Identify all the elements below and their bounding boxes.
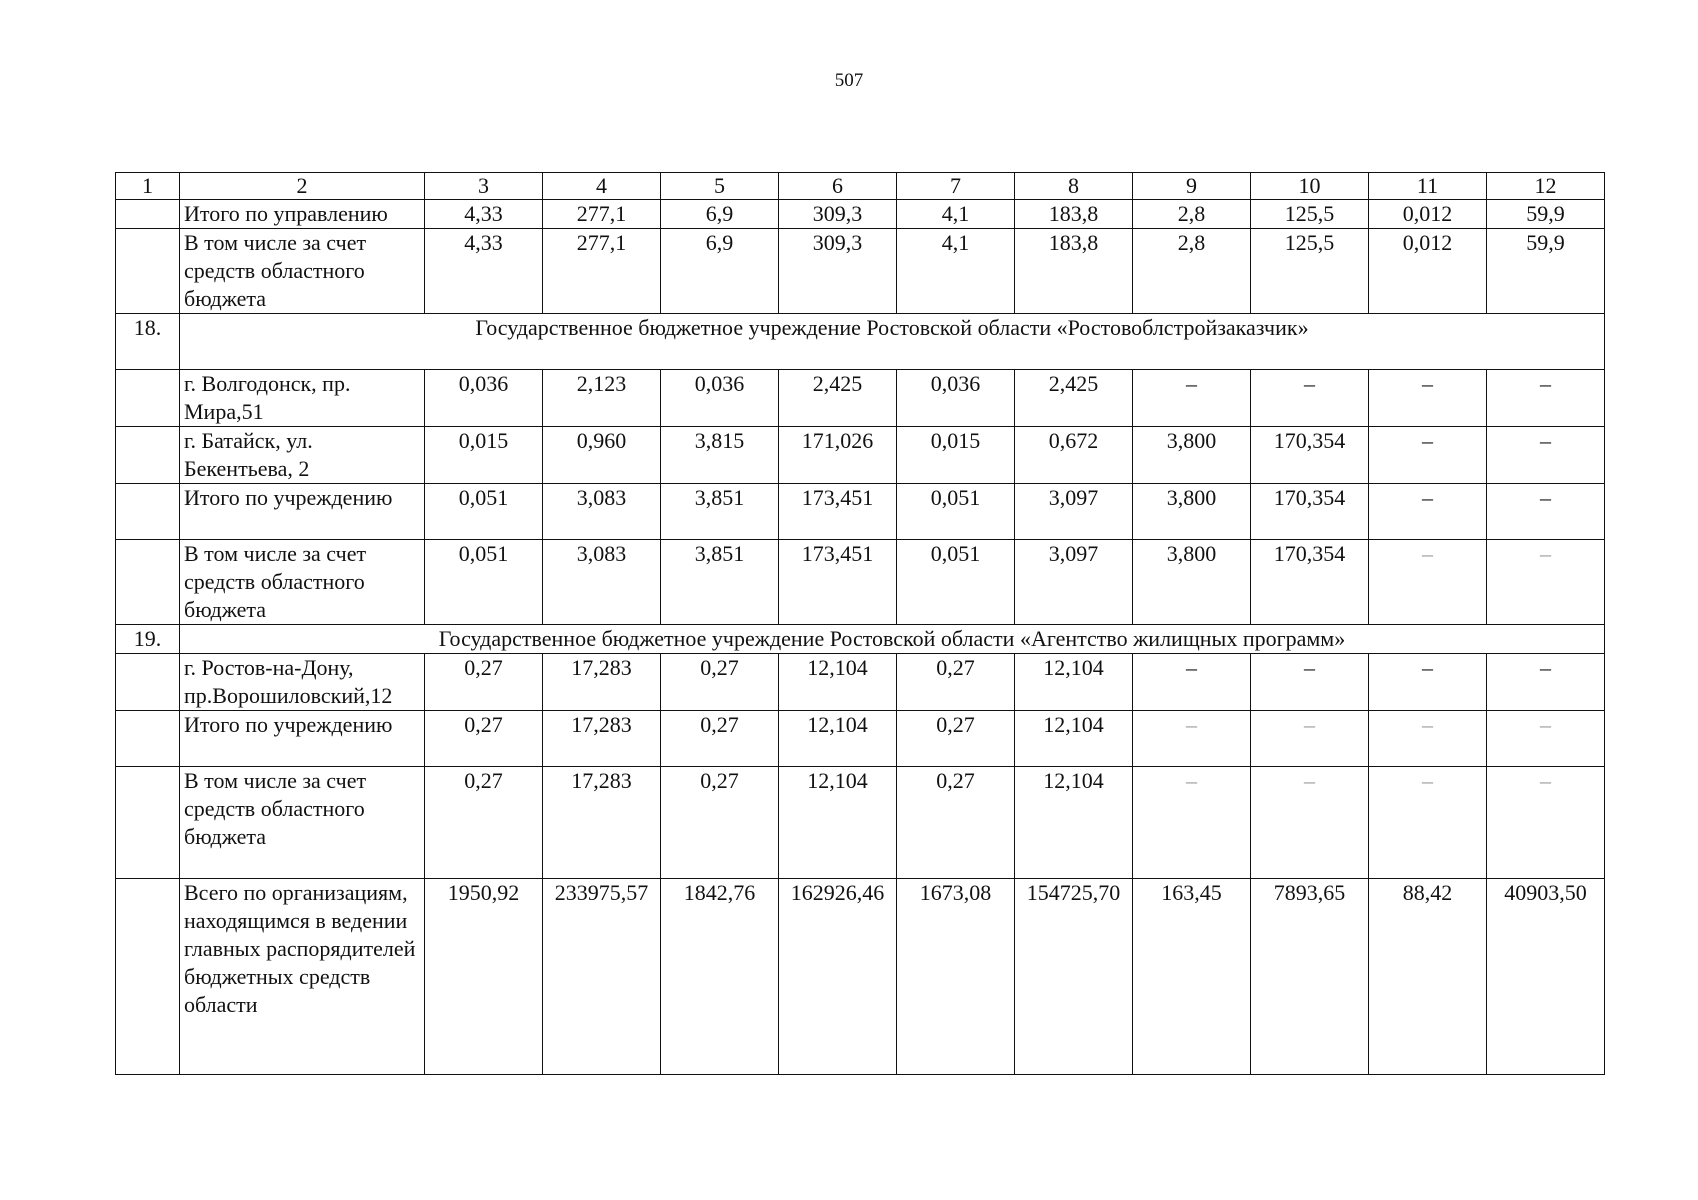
value-cell: 0,27	[425, 767, 543, 879]
value-cell: 12,104	[1015, 654, 1133, 711]
value-cell: 88,42	[1369, 879, 1487, 1075]
column-number: 6	[779, 173, 897, 200]
column-number: 5	[661, 173, 779, 200]
value-cell: 0,27	[425, 654, 543, 711]
value-cell: 0,27	[661, 767, 779, 879]
value-cell: 1842,76	[661, 879, 779, 1075]
value-cell: –	[1487, 540, 1605, 625]
row-label: г. Волгодонск, пр. Мира,51	[180, 370, 425, 427]
value-cell: 0,051	[425, 484, 543, 540]
column-number: 1	[116, 173, 180, 200]
value-cell: 125,5	[1251, 200, 1369, 229]
value-cell: 163,45	[1133, 879, 1251, 1075]
value-cell: –	[1251, 654, 1369, 711]
row-label: г. Батайск, ул. Бекентьева, 2	[180, 427, 425, 484]
column-number: 12	[1487, 173, 1605, 200]
value-cell: 4,1	[897, 200, 1015, 229]
column-number: 10	[1251, 173, 1369, 200]
value-cell: 0,012	[1369, 229, 1487, 314]
row-label: В том числе за счет средств областного бюджета	[180, 229, 425, 314]
section-title: Государственное бюджетное учреждение Ростовской области «Агентство жилищных программ»	[180, 625, 1605, 654]
value-cell: –	[1369, 767, 1487, 879]
value-cell: 3,851	[661, 484, 779, 540]
page-number: 507	[834, 70, 864, 91]
row-index-cell	[116, 484, 180, 540]
value-cell: 0,015	[425, 427, 543, 484]
row-index-cell	[116, 370, 180, 427]
column-number: 3	[425, 173, 543, 200]
column-number: 9	[1133, 173, 1251, 200]
value-cell: 7893,65	[1251, 879, 1369, 1075]
value-cell: –	[1251, 711, 1369, 767]
value-cell: 3,097	[1015, 484, 1133, 540]
row-label: г. Ростов-на-Дону, пр.Ворошиловский,12	[180, 654, 425, 711]
row-index-cell	[116, 654, 180, 711]
value-cell: 12,104	[779, 711, 897, 767]
column-number: 11	[1369, 173, 1487, 200]
value-cell: 0,015	[897, 427, 1015, 484]
value-cell: 173,451	[779, 484, 897, 540]
table-row	[116, 370, 1605, 427]
table-row	[116, 540, 1605, 625]
row-label: В том числе за счет средств областного бюджета	[180, 767, 425, 879]
value-cell: 3,800	[1133, 484, 1251, 540]
row-label: В том числе за счет средств областного бюджета	[180, 540, 425, 625]
value-cell: 277,1	[543, 229, 661, 314]
table-row	[116, 427, 1605, 484]
value-cell: 0,27	[897, 711, 1015, 767]
table-row	[116, 711, 1605, 767]
value-cell: –	[1487, 654, 1605, 711]
value-cell: 170,354	[1251, 484, 1369, 540]
row-index-cell	[116, 427, 180, 484]
value-cell: 277,1	[543, 200, 661, 229]
value-cell: –	[1251, 370, 1369, 427]
section-row-19	[116, 625, 1605, 654]
row-index-cell	[116, 200, 180, 229]
value-cell: –	[1487, 484, 1605, 540]
value-cell: 12,104	[779, 654, 897, 711]
table-row	[116, 200, 1605, 229]
value-cell: 0,012	[1369, 200, 1487, 229]
value-cell: –	[1487, 711, 1605, 767]
value-cell: 0,27	[425, 711, 543, 767]
value-cell: 59,9	[1487, 229, 1605, 314]
value-cell: 0,672	[1015, 427, 1133, 484]
value-cell: 171,026	[779, 427, 897, 484]
row-index-cell	[116, 540, 180, 625]
value-cell: 2,425	[779, 370, 897, 427]
row-label: Итого по управлению	[180, 200, 425, 229]
value-cell: –	[1369, 370, 1487, 427]
value-cell: –	[1487, 370, 1605, 427]
value-cell: 0,051	[425, 540, 543, 625]
value-cell: 0,051	[897, 540, 1015, 625]
value-cell: 4,1	[897, 229, 1015, 314]
value-cell: 17,283	[543, 711, 661, 767]
value-cell: 0,27	[897, 767, 1015, 879]
table-row	[116, 229, 1605, 314]
value-cell: 12,104	[1015, 711, 1133, 767]
value-cell: 6,9	[661, 200, 779, 229]
column-number-row	[116, 173, 1605, 200]
value-cell: 2,425	[1015, 370, 1133, 427]
value-cell: 4,33	[425, 200, 543, 229]
value-cell: 17,283	[543, 767, 661, 879]
value-cell: –	[1369, 540, 1487, 625]
value-cell: 154725,70	[1015, 879, 1133, 1075]
value-cell: 12,104	[1015, 767, 1133, 879]
value-cell: 1950,92	[425, 879, 543, 1075]
row-index-cell	[116, 229, 180, 314]
value-cell: –	[1251, 767, 1369, 879]
value-cell: 3,815	[661, 427, 779, 484]
value-cell: 0,051	[897, 484, 1015, 540]
value-cell: 3,097	[1015, 540, 1133, 625]
value-cell: –	[1369, 654, 1487, 711]
value-cell: 0,960	[543, 427, 661, 484]
value-cell: 0,27	[661, 711, 779, 767]
row-index-cell	[116, 711, 180, 767]
value-cell: –	[1487, 767, 1605, 879]
value-cell: 2,123	[543, 370, 661, 427]
value-cell: 0,036	[661, 370, 779, 427]
value-cell: –	[1133, 711, 1251, 767]
value-cell: 233975,57	[543, 879, 661, 1075]
budget-table	[115, 172, 1605, 1075]
column-number: 4	[543, 173, 661, 200]
value-cell: 173,451	[779, 540, 897, 625]
value-cell: 3,800	[1133, 427, 1251, 484]
value-cell: 17,283	[543, 654, 661, 711]
value-cell: –	[1133, 370, 1251, 427]
value-cell: 3,083	[543, 484, 661, 540]
row-index-cell	[116, 767, 180, 879]
row-label: Итого по учреждению	[180, 484, 425, 540]
value-cell: 170,354	[1251, 540, 1369, 625]
section-title: Государственное бюджетное учреждение Ростовской области «Ростовоблстройзаказчик»	[180, 314, 1605, 370]
value-cell: 2,8	[1133, 229, 1251, 314]
value-cell: 183,8	[1015, 229, 1133, 314]
value-cell: 12,104	[779, 767, 897, 879]
value-cell: 170,354	[1251, 427, 1369, 484]
value-cell: 2,8	[1133, 200, 1251, 229]
value-cell: 3,851	[661, 540, 779, 625]
value-cell: 125,5	[1251, 229, 1369, 314]
value-cell: –	[1133, 654, 1251, 711]
section-row-18	[116, 314, 1605, 370]
section-index: 18.	[116, 314, 180, 370]
table-row	[116, 767, 1605, 879]
value-cell: 183,8	[1015, 200, 1133, 229]
value-cell: 162926,46	[779, 879, 897, 1075]
table-row	[116, 654, 1605, 711]
value-cell: 6,9	[661, 229, 779, 314]
value-cell: 40903,50	[1487, 879, 1605, 1075]
value-cell: –	[1487, 427, 1605, 484]
value-cell: –	[1369, 484, 1487, 540]
value-cell: 309,3	[779, 200, 897, 229]
value-cell: –	[1369, 711, 1487, 767]
row-label: Всего по организациям, находящимся в ведении главных распорядителей бюджетных средств области	[180, 879, 425, 1075]
value-cell: –	[1133, 767, 1251, 879]
value-cell: 309,3	[779, 229, 897, 314]
value-cell: 3,800	[1133, 540, 1251, 625]
value-cell: 0,036	[897, 370, 1015, 427]
value-cell: 0,27	[897, 654, 1015, 711]
value-cell: 1673,08	[897, 879, 1015, 1075]
value-cell: 0,27	[661, 654, 779, 711]
value-cell: 59,9	[1487, 200, 1605, 229]
column-number: 2	[180, 173, 425, 200]
column-number: 7	[897, 173, 1015, 200]
grand-total-row	[116, 879, 1605, 1075]
value-cell: 0,036	[425, 370, 543, 427]
value-cell: –	[1369, 427, 1487, 484]
value-cell: 4,33	[425, 229, 543, 314]
value-cell: 3,083	[543, 540, 661, 625]
row-label: Итого по учреждению	[180, 711, 425, 767]
section-index: 19.	[116, 625, 180, 654]
column-number: 8	[1015, 173, 1133, 200]
table-row	[116, 484, 1605, 540]
row-index-cell	[116, 879, 180, 1075]
